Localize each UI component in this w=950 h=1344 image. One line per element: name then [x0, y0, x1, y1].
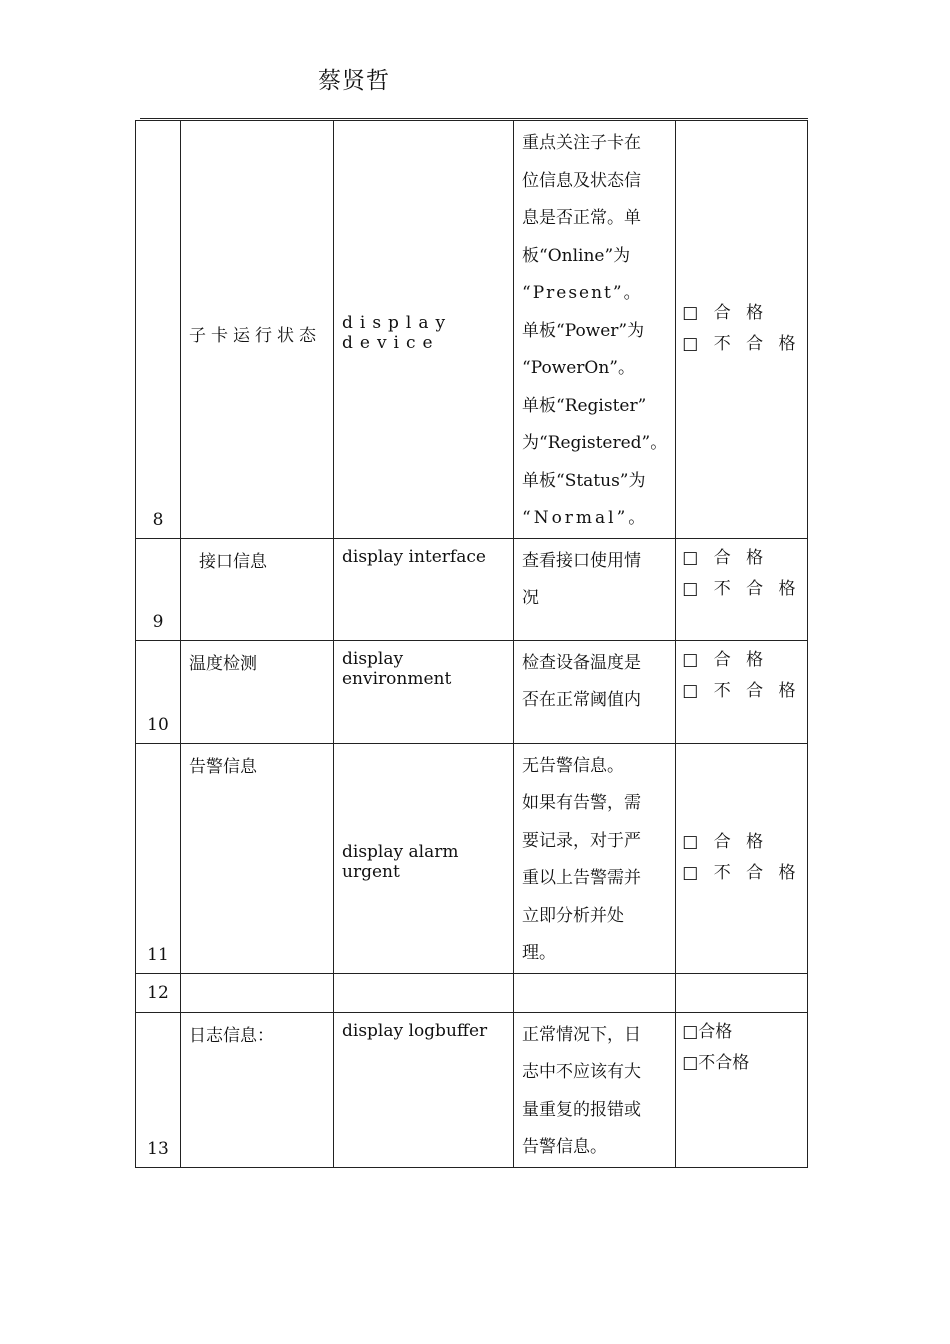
- check-description: 检查设备温度是 否在正常阈值内: [514, 640, 676, 743]
- check-item: 接口信息: [181, 538, 334, 640]
- row-number: 11: [136, 743, 181, 973]
- check-command: display interface: [334, 538, 514, 640]
- check-command: display device: [334, 121, 514, 539]
- table-row: [136, 743, 808, 973]
- table-row: [136, 121, 808, 539]
- table-row: [136, 973, 808, 1012]
- check-description: 正常情况下，日 志中不应该有大 量重复的报错或 告警信息。: [514, 1012, 676, 1167]
- pass-checkbox[interactable]: □ 合 格: [682, 649, 769, 670]
- check-description: 查看接口使用情 况: [514, 538, 676, 640]
- row-number: 9: [136, 538, 181, 640]
- pass-checkbox[interactable]: □ 合 格: [682, 832, 769, 852]
- result-options: [676, 640, 807, 743]
- pass-checkbox[interactable]: □合格: [682, 1021, 733, 1042]
- header-author-name: 蔡贤哲: [318, 68, 390, 94]
- row-number: 13: [136, 1012, 181, 1167]
- fail-checkbox[interactable]: □ 不 合 格: [682, 578, 801, 599]
- table-row: [136, 538, 808, 640]
- check-item: 温度检测: [181, 640, 334, 743]
- check-description: [514, 973, 676, 1012]
- check-command: display logbuffer: [334, 1012, 514, 1167]
- table-row: [136, 640, 808, 743]
- result-options: [676, 1012, 807, 1167]
- fail-checkbox[interactable]: □ 不 合 格: [682, 334, 801, 355]
- fail-checkbox[interactable]: □不合格: [682, 1052, 750, 1073]
- header-rule: [140, 118, 808, 119]
- fail-checkbox[interactable]: □ 不 合 格: [682, 863, 801, 883]
- result-options: [676, 743, 807, 973]
- result-options: [676, 121, 807, 539]
- check-command: [334, 973, 514, 1012]
- result-options: [676, 538, 807, 640]
- check-command: display alarm urgent: [334, 743, 514, 973]
- check-description: 重点关注子卡在 位信息及状态信 息是否正常。单 板“Online”为 “Present”。 单板“Power”为 “PowerOn”。 单板“Register” 为“Registered”。 单板“Status”为 “Normal”。: [514, 121, 676, 539]
- row-number: 12: [136, 973, 181, 1012]
- check-item: 子卡运行状态: [181, 121, 334, 539]
- pass-checkbox[interactable]: □ 合 格: [682, 303, 769, 324]
- check-item: 日志信息：: [181, 1012, 334, 1167]
- pass-checkbox[interactable]: □ 合 格: [682, 547, 769, 568]
- row-number: 8: [136, 121, 181, 539]
- result-options: [676, 973, 807, 1012]
- check-description: 无告警信息。 如果有告警，需 要记录，对于严 重以上告警需并 立即分析并处 理。: [514, 743, 676, 973]
- check-item: [181, 973, 334, 1012]
- table-row: [136, 1012, 808, 1167]
- inspection-table: [135, 120, 808, 1168]
- row-number: 10: [136, 640, 181, 743]
- fail-checkbox[interactable]: □ 不 合 格: [682, 680, 801, 701]
- check-command: display environment: [334, 640, 514, 743]
- check-item: 告警信息: [181, 743, 334, 973]
